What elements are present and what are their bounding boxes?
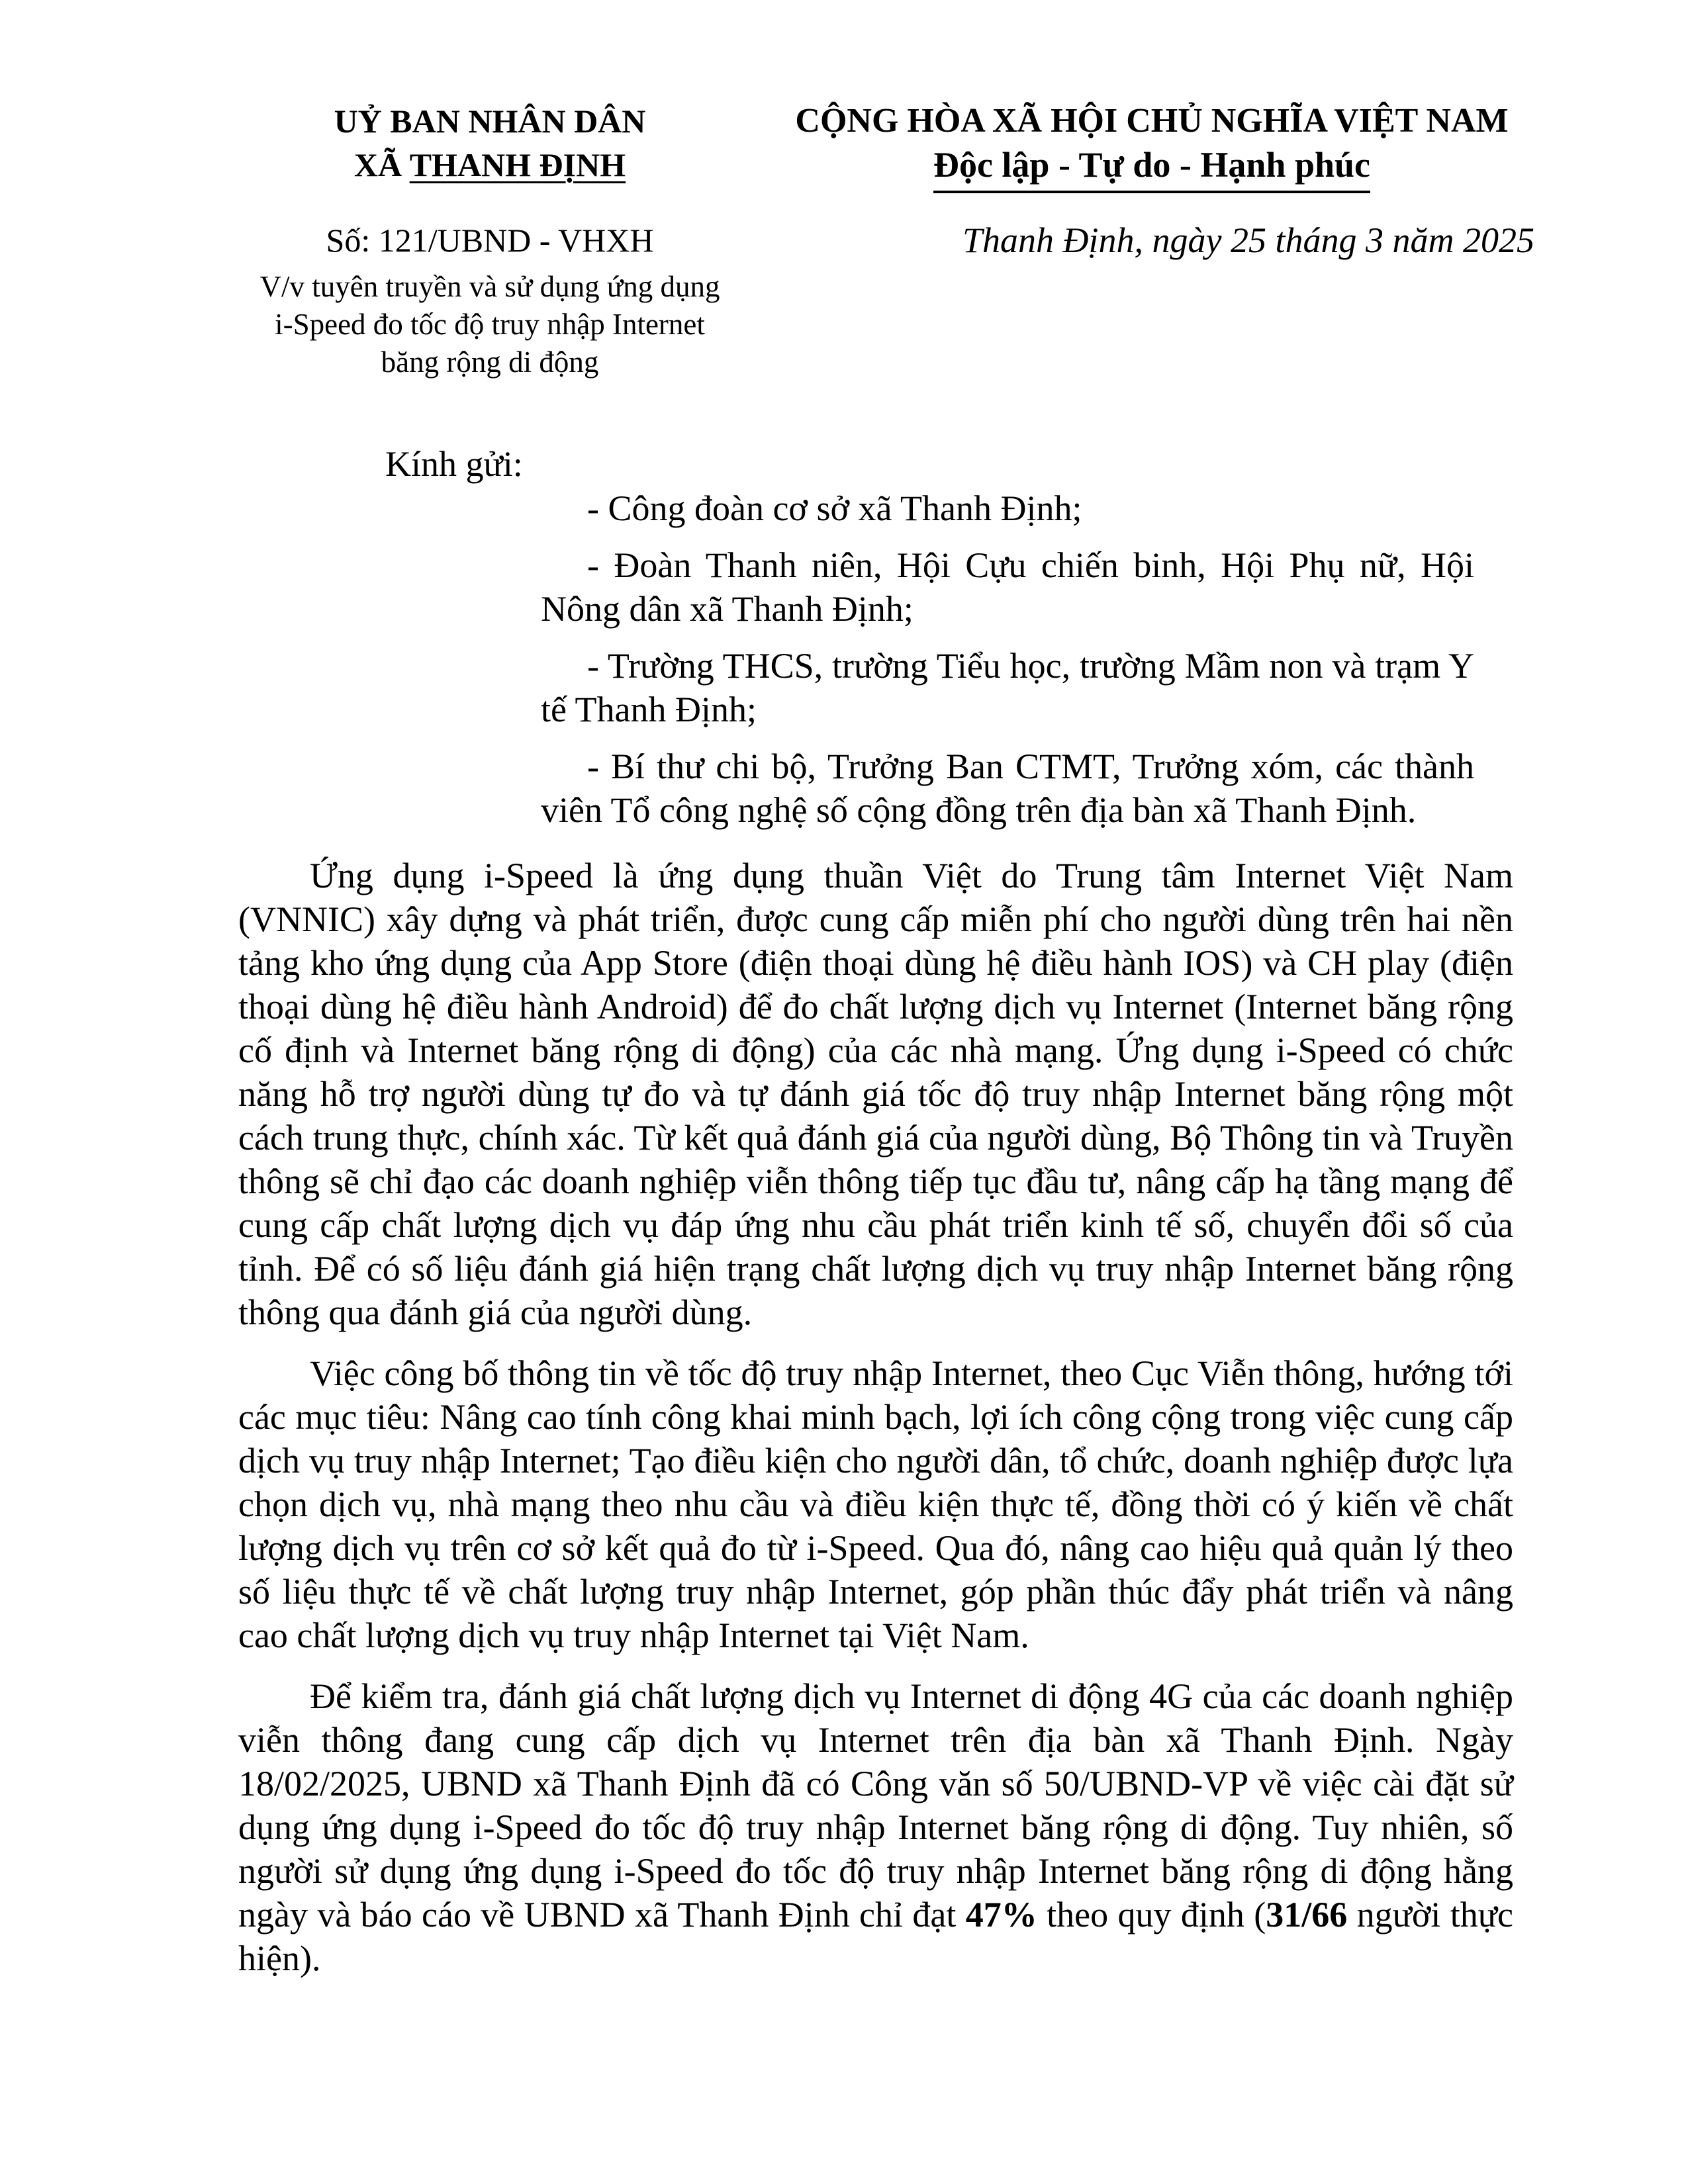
completion-percent: 47%: [965, 1895, 1037, 1934]
nation-title: CỘNG HÒA XÃ HỘI CHỦ NGHĨA VIỆT NAM: [795, 102, 1509, 140]
body-paragraph-2: Việc công bố thông tin về tốc độ truy nhập Internet, theo Cục Viễn thông, hướng tới các mục tiêu: Nâng cao tính công khai minh bạch, lợi ích công cộng trong việc cung cấp dịch vụ truy nhập Internet; Tạo điều kiện cho người dân, tổ chức, doanh nghiệp được lựa chọn dịch vụ, nhà mạng theo nhu cầu và điều kiện thực tế, đồng thời có ý kiến về chất lượng dịch vụ trên cơ sở kết quả đo từ i-Speed. Qua đó, nâng cao hiệu quả quản lý theo số liệu thực tế về chất lượng truy nhập Internet, góp phần thúc đẩy phát triển và nâng cao chất lượng dịch vụ truy nhập Internet tại Việt Nam.: [238, 1353, 1513, 1655]
subject-line: băng rộng di động: [381, 345, 599, 379]
paragraph-3-mid: theo quy định (: [1037, 1895, 1266, 1934]
national-header: [768, 99, 1536, 193]
recipient-item: - Công đoàn cơ sở xã Thanh Định;: [587, 488, 1082, 528]
recipient-item: - Trường THCS, trường Tiểu học, trường Mầm non và trạm Y tế Thanh Định;: [541, 646, 1474, 729]
recipient-list: [541, 486, 1474, 845]
subject-line: V/v tuyên truyền và sử dụng ứng dụng: [259, 270, 720, 303]
org-line-2-prefix: XÃ: [353, 146, 410, 183]
document-body: [238, 854, 1513, 1997]
paragraph-3-end: người thực hiện).: [238, 1895, 1514, 1978]
body-paragraph-1: Ứng dụng i-Speed là ứng dụng thuần Việt do Trung tâm Internet Việt Nam (VNNIC) xây dựng và phát triển, được cung cấp miễn phí cho người dùng trên hai nền tảng kho ứng dụng của App Store (điện thoại dùng hệ điều hành IOS) và CH play (điện thoại dùng hệ điều hành Android) để đo chất lượng dịch vụ Internet (Internet băng rộng cố định và Internet băng rộng di động) của các nhà mạng. Ứng dụng i-Speed có chức năng hỗ trợ người dùng tự đo và tự đánh giá tốc độ truy nhập Internet băng rộng một cách trung thực, chính xác. Từ kết quả đánh giá của người dùng, Bộ Thông tin và Truyền thông sẽ chỉ đạo các doanh nghiệp viễn thông tiếp tục đầu tư, nâng cấp hạ tầng mạng để cung cấp chất lượng dịch vụ đáp ứng nhu cầu phát triển kinh tế số, chuyển đổi số của tỉnh. Để có số liệu đánh giá hiện trạng chất lượng dịch vụ truy nhập Internet băng rộng thông qua đánh giá của người dùng.: [238, 856, 1513, 1332]
issuing-authority: [238, 99, 741, 187]
paragraph-3-text: Để kiểm tra, đánh giá chất lượng dịch vụ Internet di động 4G của các doanh nghiệp viễn thông đang cung cấp dịch vụ Internet trên địa bàn xã Thanh Định. Ngày 18/02/2025, UBND xã Thanh Định đã có Công văn số 50/UBND-VP về việc cài đặt sử dụng ứng dụng i-Speed đo tốc độ truy nhập Internet băng rộng di động. Tuy nhiên, số người sử dụng ứng dụng i-Speed đo tốc độ truy nhập Internet băng rộng di động hằng ngày và báo cáo về UBND xã Thanh Định chỉ đạt: [238, 1676, 1513, 1934]
org-name: THANH ĐỊNH: [409, 146, 626, 183]
org-line-1: UỶ BAN NHÂN DÂN: [334, 103, 646, 140]
recipient-item: - Đoàn Thanh niên, Hội Cựu chiến binh, Hội Phụ nữ, Hội Nông dân xã Thanh Định;: [541, 545, 1474, 629]
national-motto: Độc lập - Tự do - Hạnh phúc: [933, 143, 1370, 193]
body-paragraph-3: [238, 1674, 1513, 1980]
subject-line: i-Speed đo tốc độ truy nhập Internet: [275, 308, 705, 341]
recipient-item: - Bí thư chi bộ, Trưởng Ban CTMT, Trưởng xóm, các thành viên Tổ công nghệ số cộng đồng trên địa bàn xã Thanh Định.: [541, 747, 1474, 830]
document-subject: [238, 268, 741, 381]
place-and-date: Thanh Định, ngày 25 tháng 3 năm 2025: [962, 220, 1534, 260]
org-line-2: [238, 143, 741, 187]
completion-ratio: 31/66: [1266, 1895, 1348, 1934]
document-number: Số: 121/UBND - VHXH: [326, 222, 654, 259]
recipients-label: Kính gửi:: [385, 444, 523, 484]
